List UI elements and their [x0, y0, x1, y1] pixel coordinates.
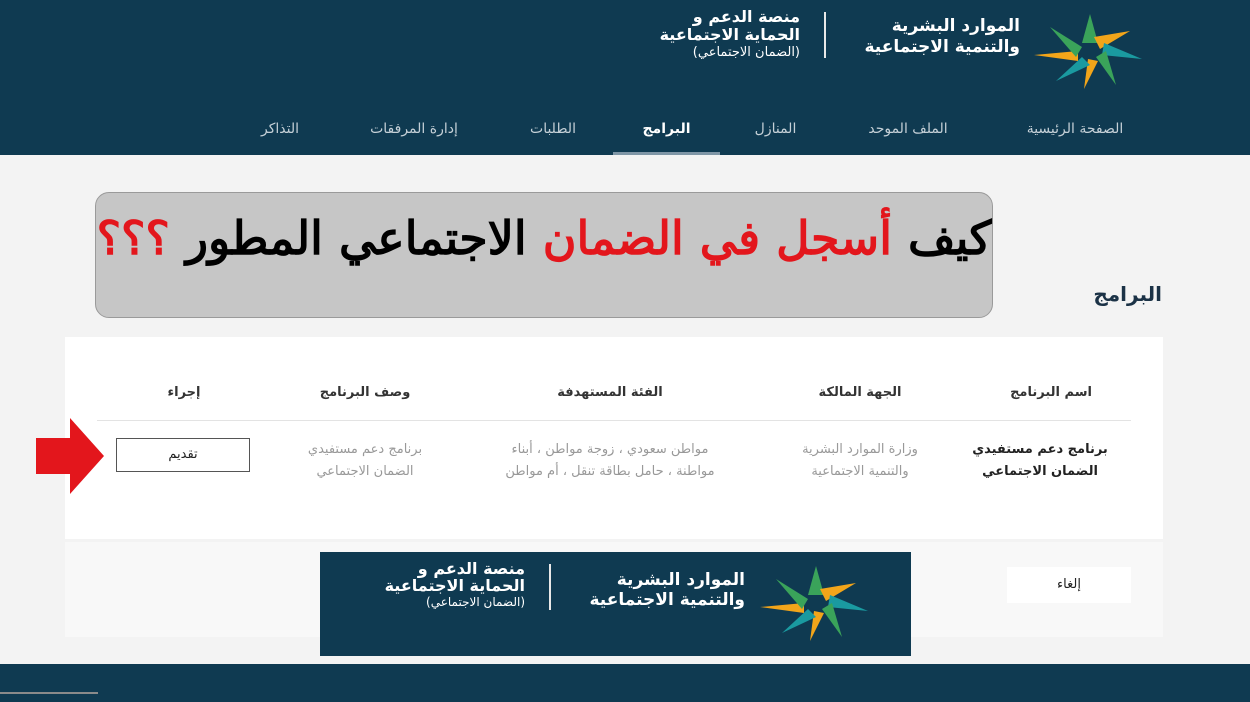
- platform-line-1: منصة الدعم و: [692, 7, 800, 26]
- ministry-banner: [320, 552, 911, 656]
- nav-item-requests[interactable]: الطلبات: [530, 121, 576, 137]
- promo-word-daman: الضمان: [542, 211, 684, 265]
- cancel-button[interactable]: إلغاء: [1007, 567, 1131, 603]
- cell-description-line-1: برنامج دعم مستفيدي: [307, 442, 423, 457]
- cell-program-name-line-1: برنامج دعم مستفيدي: [972, 442, 1108, 457]
- banner-ministry-line-1: الموارد البشرية: [616, 570, 745, 590]
- cell-owner-line-2: والتنمية الاجتماعية: [811, 464, 909, 479]
- footer-line: [0, 692, 98, 694]
- hrsd-star-logo-icon: [758, 564, 874, 642]
- cell-target-line-1: مواطن سعودي ، زوجة مواطن ، أبناء: [511, 442, 709, 457]
- main-nav: [0, 110, 1250, 155]
- banner-ministry-line-2: والتنمية الاجتماعية: [589, 590, 745, 610]
- cell-description-line-2: الضمان الاجتماعي: [316, 464, 414, 479]
- footer-strip: [0, 664, 1250, 702]
- nav-item-programs[interactable]: البرامج: [613, 110, 720, 155]
- column-header-owner: الجهة المالكة: [818, 385, 902, 400]
- promo-title: [96, 211, 992, 265]
- platform-name: [660, 8, 800, 62]
- header-divider: [824, 12, 826, 58]
- promo-word-register: أسجل في: [699, 211, 892, 265]
- cell-owner: [775, 439, 945, 483]
- cell-program-name-line-2: الضمان الاجتماعي: [982, 464, 1098, 479]
- banner-platform-line-2: الحماية الاجتماعية: [384, 576, 525, 595]
- programs-table: [65, 337, 1163, 539]
- cell-program-name: [955, 439, 1125, 483]
- promo-question-marks: ؟؟؟: [96, 211, 170, 265]
- cell-description: [280, 439, 450, 483]
- promo-overlay: [95, 192, 993, 318]
- platform-line-3: (الضمان الاجتماعي): [692, 45, 800, 60]
- nav-item-unified-file[interactable]: الملف الموحد: [868, 121, 948, 137]
- cell-target-line-2: مواطنة ، حامل بطاقة تنقل ، أم مواطن: [505, 464, 715, 479]
- column-header-program-name: اسم البرنامج: [1010, 385, 1092, 400]
- header-divider-line: [97, 420, 1131, 421]
- nav-item-attachments[interactable]: إدارة المرفقات: [370, 121, 458, 137]
- ministry-line-1: الموارد البشرية: [891, 16, 1020, 36]
- red-arrow-icon: [36, 418, 104, 494]
- banner-platform-line-1: منصة الدعم و: [417, 559, 525, 578]
- promo-word-how: كيف: [908, 211, 992, 265]
- column-header-description: وصف البرنامج: [319, 385, 411, 400]
- nav-item-home[interactable]: الصفحة الرئيسية: [1026, 121, 1124, 137]
- hrsd-star-logo-icon: [1032, 12, 1148, 90]
- nav-item-homes[interactable]: المنازل: [754, 121, 797, 137]
- banner-platform-name: [385, 560, 525, 611]
- nav-item-tickets[interactable]: التذاكر: [260, 121, 299, 137]
- banner-divider: [549, 564, 551, 610]
- banner-platform-line-3: (الضمان الاجتماعي): [426, 595, 525, 609]
- page-title: البرامج: [1093, 282, 1162, 306]
- top-header: [0, 0, 1250, 155]
- column-header-target: الفئة المستهدفة: [557, 385, 663, 400]
- column-header-action: إجراء: [167, 385, 201, 400]
- cell-target: [460, 439, 760, 483]
- apply-button[interactable]: تقديم: [116, 438, 250, 472]
- ministry-name: [864, 16, 1020, 58]
- ministry-line-2: والتنمية الاجتماعية: [864, 37, 1020, 57]
- platform-line-2: الحماية الاجتماعية: [659, 25, 800, 44]
- cell-owner-line-1: وزارة الموارد البشرية: [802, 442, 918, 457]
- banner-ministry-name: [589, 570, 745, 610]
- promo-word-social: الاجتماعي المطور: [185, 211, 527, 265]
